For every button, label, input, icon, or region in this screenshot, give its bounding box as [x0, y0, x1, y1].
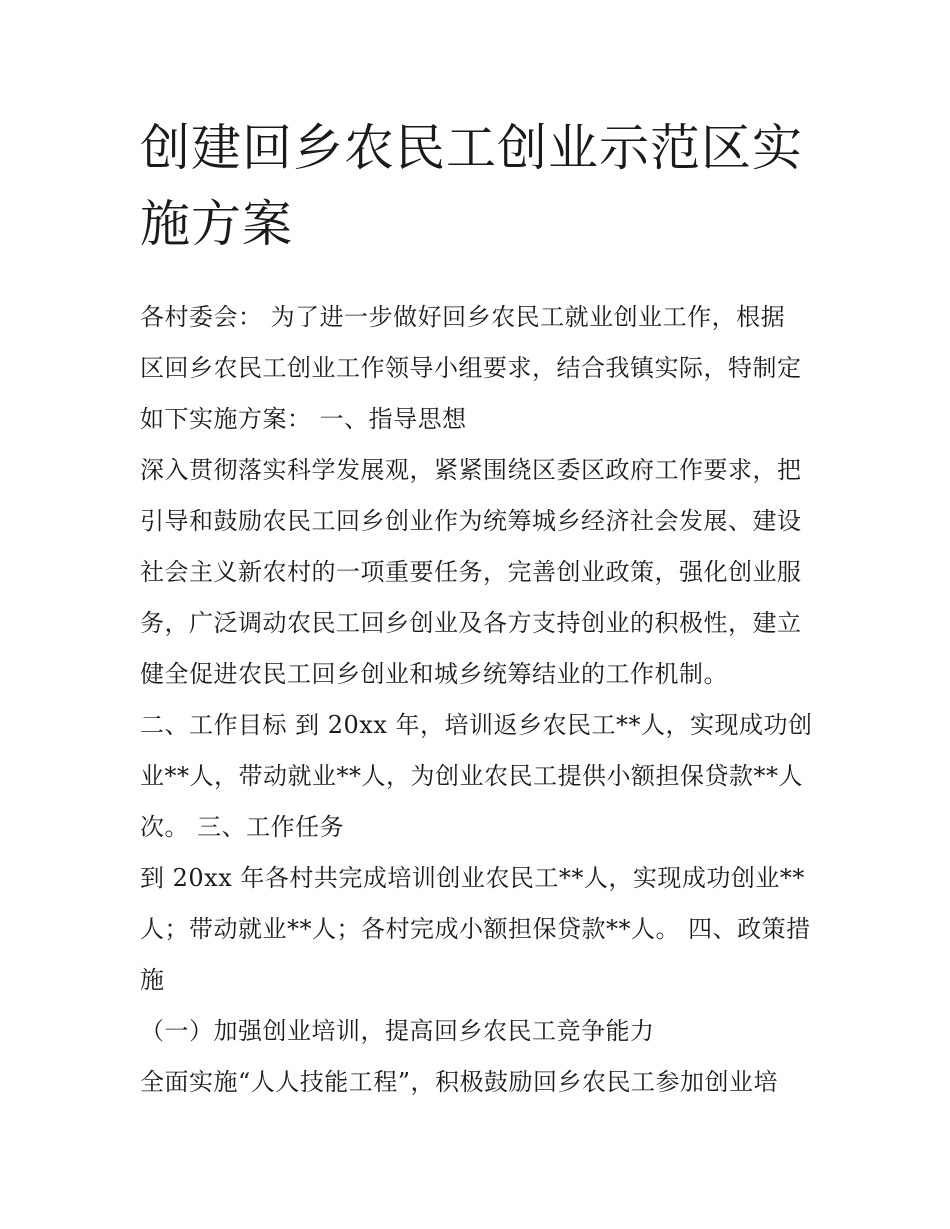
body-line-16: 全面实施“人人技能工程”，积极鼓励回乡农民工参加创业培: [140, 1068, 779, 1096]
body-line-8: 健全促进农民工回乡创业和城乡统筹结业的工作机制。: [140, 660, 728, 688]
body-line-1: 各村委会： 为了进一步做好回乡农民工就业创业工作，根据: [140, 303, 786, 331]
body-line-3: 如下实施方案： 一、指导思想: [140, 405, 467, 433]
body-line-13: 人；带动就业**人；各村完成小额担保贷款**人。 四、政策措: [140, 915, 811, 943]
body-line-2: 区回乡农民工创业工作领导小组要求，结合我镇实际，特制定: [140, 354, 802, 382]
document-title-line-2: 施方案: [140, 195, 293, 253]
body-line-7: 务，广泛调动农民工回乡创业及各方支持创业的积极性，建立: [140, 609, 802, 637]
body-line-6: 社会主义新农村的一项重要任务，完善创业政策，强化创业服: [140, 558, 802, 586]
body-line-11: 次。 三、工作任务: [140, 813, 345, 841]
body-line-15: （一）加强创业培训，提高回乡农民工竞争能力: [140, 1017, 655, 1045]
document-body: [140, 292, 820, 1108]
body-line-5: 引导和鼓励农民工回乡创业作为统筹城乡经济社会发展、建设: [140, 507, 802, 535]
body-line-14: 施: [140, 966, 165, 994]
body-line-4: 深入贯彻落实科学发展观，紧紧围绕区委区政府工作要求，把: [140, 456, 802, 484]
body-line-12: 到 20xx 年各村共完成培训创业农民工**人，实现成功创业**: [140, 864, 805, 892]
document-title-line-1: 创建回乡农民工创业示范区实: [140, 119, 803, 177]
body-line-9: 二、工作目标 到 20xx 年，培训返乡农民工**人，实现成功创: [140, 711, 813, 739]
body-line-10: 业**人，带动就业**人，为创业农民工提供小额担保贷款**人: [140, 762, 803, 790]
document-page: [140, 110, 820, 1108]
document-title: [140, 110, 820, 262]
